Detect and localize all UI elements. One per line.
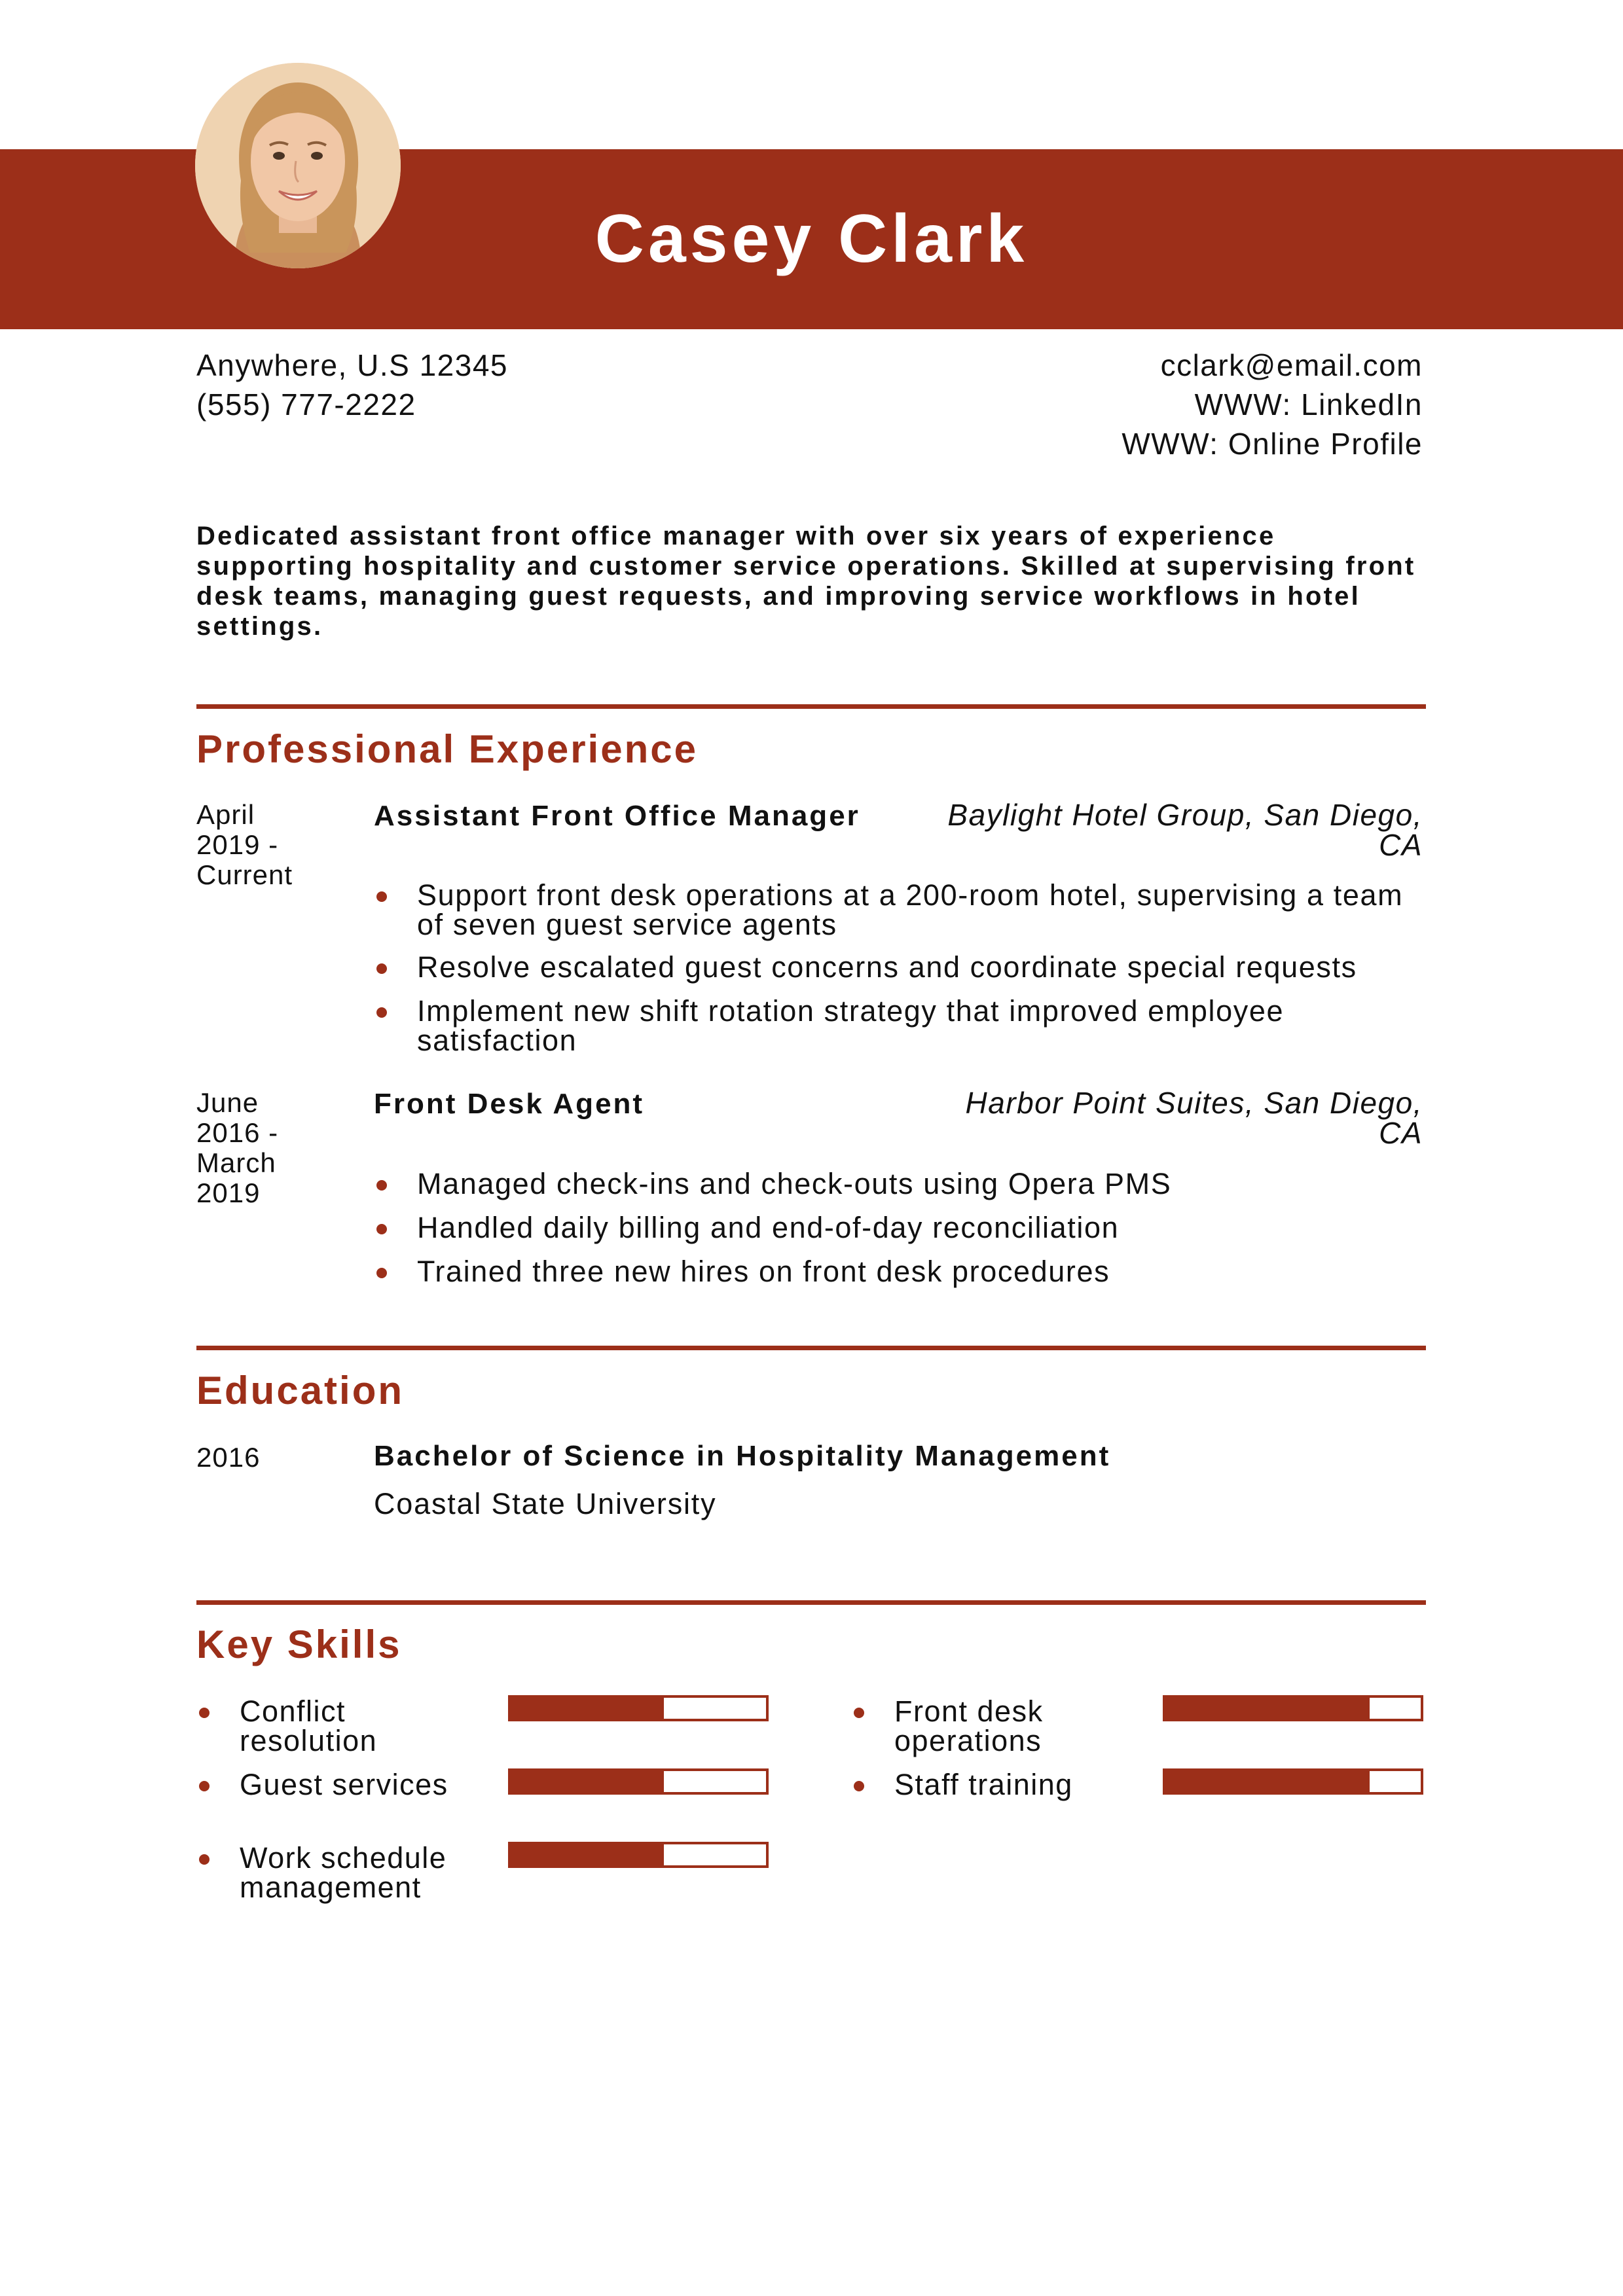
- summary: Dedicated assistant front office manager with over six years of experience supporting hospitality and customer service operations. Skilled at supervising front desk teams, managing guest requests, and improving service workflows in hotel settings.: [196, 522, 1416, 641]
- list-item: Handled daily billing and end-of-day reconciliation: [374, 1213, 1428, 1242]
- list-item: Support front desk operations at a 200-room hotel, supervising a team of seven guest service agents: [374, 880, 1428, 939]
- skill-level-bar: [508, 1695, 769, 1721]
- section-divider: [196, 1600, 1426, 1605]
- education-section-title: Education: [196, 1369, 405, 1412]
- education-degree: Bachelor of Science in Hospitality Management: [374, 1440, 1111, 1472]
- bullet-icon: [854, 1781, 864, 1791]
- skill-level-bar: [1163, 1768, 1423, 1795]
- job-title: Assistant Front Office Manager: [374, 800, 860, 832]
- bullet-icon: [376, 1268, 387, 1278]
- bullet-icon: [199, 1781, 210, 1791]
- bullet-icon: [376, 1180, 387, 1191]
- address: Anywhere, U.S 12345: [196, 348, 508, 382]
- online-profile-link[interactable]: WWW: Online Profile: [1122, 427, 1423, 461]
- section-divider: [196, 704, 1426, 709]
- bullet-icon: [854, 1708, 864, 1718]
- job-bullets: [374, 1169, 1428, 1300]
- list-item: Managed check-ins and check-outs using Opera PMS: [374, 1169, 1428, 1198]
- job-date: June 2016 - March 2019: [196, 1087, 279, 1208]
- education-school: Coastal State University: [374, 1487, 717, 1520]
- list-item: Trained three new hires on front desk procedures: [374, 1257, 1428, 1286]
- job-title: Front Desk Agent: [374, 1088, 645, 1120]
- skill-level-bar: [508, 1768, 769, 1795]
- skills-section-title: Key Skills: [196, 1623, 402, 1666]
- bullet-icon: [199, 1708, 210, 1718]
- skill-level-fill: [511, 1771, 664, 1792]
- list-item: Implement new shift rotation strategy that improved employee satisfaction: [374, 996, 1428, 1055]
- phone: (555) 777-2222: [196, 387, 416, 422]
- bullet-icon: [376, 963, 387, 974]
- experience-section-title: Professional Experience: [196, 727, 698, 771]
- job-bullets: [374, 880, 1428, 1069]
- contact-right: [1122, 346, 1423, 463]
- linkedin-link[interactable]: WWW: LinkedIn: [1194, 387, 1423, 422]
- contact-left: [196, 346, 508, 424]
- bullet-icon: [199, 1854, 210, 1865]
- bullet-icon: [376, 891, 387, 902]
- section-divider: [196, 1346, 1426, 1350]
- skill-level-bar: [1163, 1695, 1423, 1721]
- job-company: Harbor Point Suites, San Diego, CA: [965, 1086, 1423, 1150]
- education-year: 2016: [196, 1442, 261, 1473]
- skill-level-fill: [1165, 1698, 1370, 1719]
- bullet-icon: [376, 1007, 387, 1018]
- job-company: Baylight Hotel Group, San Diego, CA: [947, 798, 1423, 862]
- skill-level-bar: [508, 1842, 769, 1868]
- bullet-icon: [376, 1224, 387, 1234]
- email: cclark@email.com: [1160, 348, 1423, 382]
- skill-level-fill: [511, 1844, 664, 1865]
- skill-level-fill: [511, 1698, 664, 1719]
- job-date: April 2019 - Current: [196, 799, 293, 890]
- candidate-name: Casey Clark: [594, 201, 1029, 277]
- skill-level-fill: [1165, 1771, 1370, 1792]
- list-item: Resolve escalated guest concerns and coordinate special requests: [374, 952, 1428, 982]
